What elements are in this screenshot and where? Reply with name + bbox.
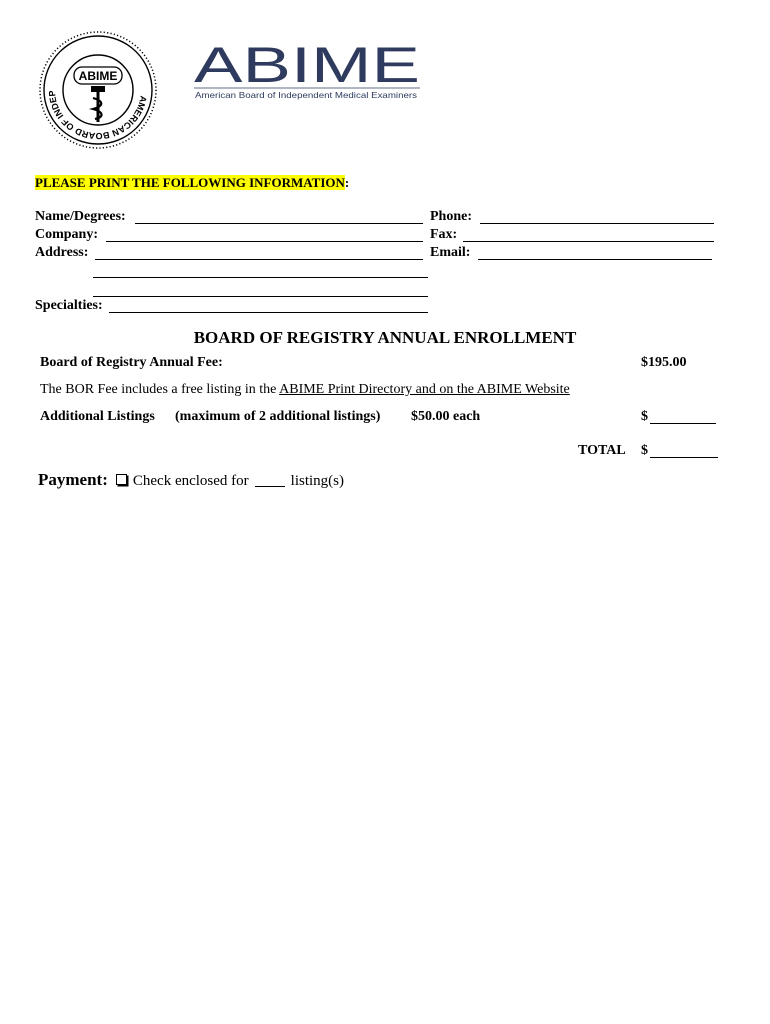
enrollment-title: BOARD OF REGISTRY ANNUAL ENROLLMENT (193, 328, 577, 347)
annual-fee-amount: $195.00 (641, 355, 687, 370)
seal-center-text: ABIME (78, 69, 118, 83)
total-amount-line[interactable] (650, 457, 718, 458)
total-label: TOTAL (578, 443, 626, 458)
bor-fee-note-prefix: The BOR Fee includes a free listing in the (40, 382, 280, 397)
fax-line[interactable] (463, 241, 714, 242)
payment-row (38, 470, 344, 490)
check-enclosed-checkbox[interactable] (116, 474, 127, 485)
logo-wordmark: ABIME (194, 37, 420, 93)
address-line-2[interactable] (93, 277, 428, 278)
name-degrees-label: Name/Degrees: (35, 209, 126, 224)
additional-listings-price: $50.00 each (411, 409, 481, 424)
specialties-label: Specialties: (35, 298, 103, 313)
abime-logo (192, 36, 424, 102)
seal-ring-text: AMERICAN BOARD OF INDEP (46, 90, 149, 142)
additional-listings-label: Additional Listings (40, 409, 155, 424)
phone-line[interactable] (480, 223, 714, 224)
print-instruction (35, 175, 349, 191)
address-label: Address: (35, 245, 89, 260)
listing-count-line[interactable] (255, 486, 285, 487)
instruction-text: PLEASE PRINT THE FOLLOWING INFORMATION (35, 175, 345, 190)
total-dollar: $ (641, 443, 648, 458)
email-label: Email: (430, 245, 471, 260)
company-label: Company: (35, 227, 99, 242)
additional-listings-amount-line[interactable] (650, 423, 716, 424)
instruction-colon: : (344, 175, 350, 190)
directory-website-link[interactable]: ABIME Print Directory and on the ABIME Website (279, 382, 570, 397)
address-line-1[interactable] (95, 259, 423, 260)
additional-listings-dollar: $ (641, 409, 648, 424)
logo-graphic (192, 36, 424, 102)
additional-listings-limit: (maximum of 2 additional listings) (175, 409, 381, 424)
payment-label: Payment: (38, 470, 108, 489)
abime-seal (38, 30, 158, 150)
address-line-3[interactable] (93, 296, 428, 297)
listing-suffix: listing(s) (290, 473, 345, 489)
email-line[interactable] (478, 259, 712, 260)
check-enclosed-text: Check enclosed for (132, 473, 249, 489)
bor-fee-note (40, 382, 570, 398)
name-degrees-line[interactable] (135, 223, 423, 224)
phone-label: Phone: (430, 209, 472, 224)
company-line[interactable] (106, 241, 423, 242)
annual-fee-label: Board of Registry Annual Fee: (40, 355, 223, 370)
specialties-line[interactable] (109, 312, 428, 313)
logo-tagline: American Board of Independent Medical Examiners (195, 90, 417, 100)
fax-label: Fax: (430, 227, 458, 242)
seal-graphic (38, 30, 158, 150)
